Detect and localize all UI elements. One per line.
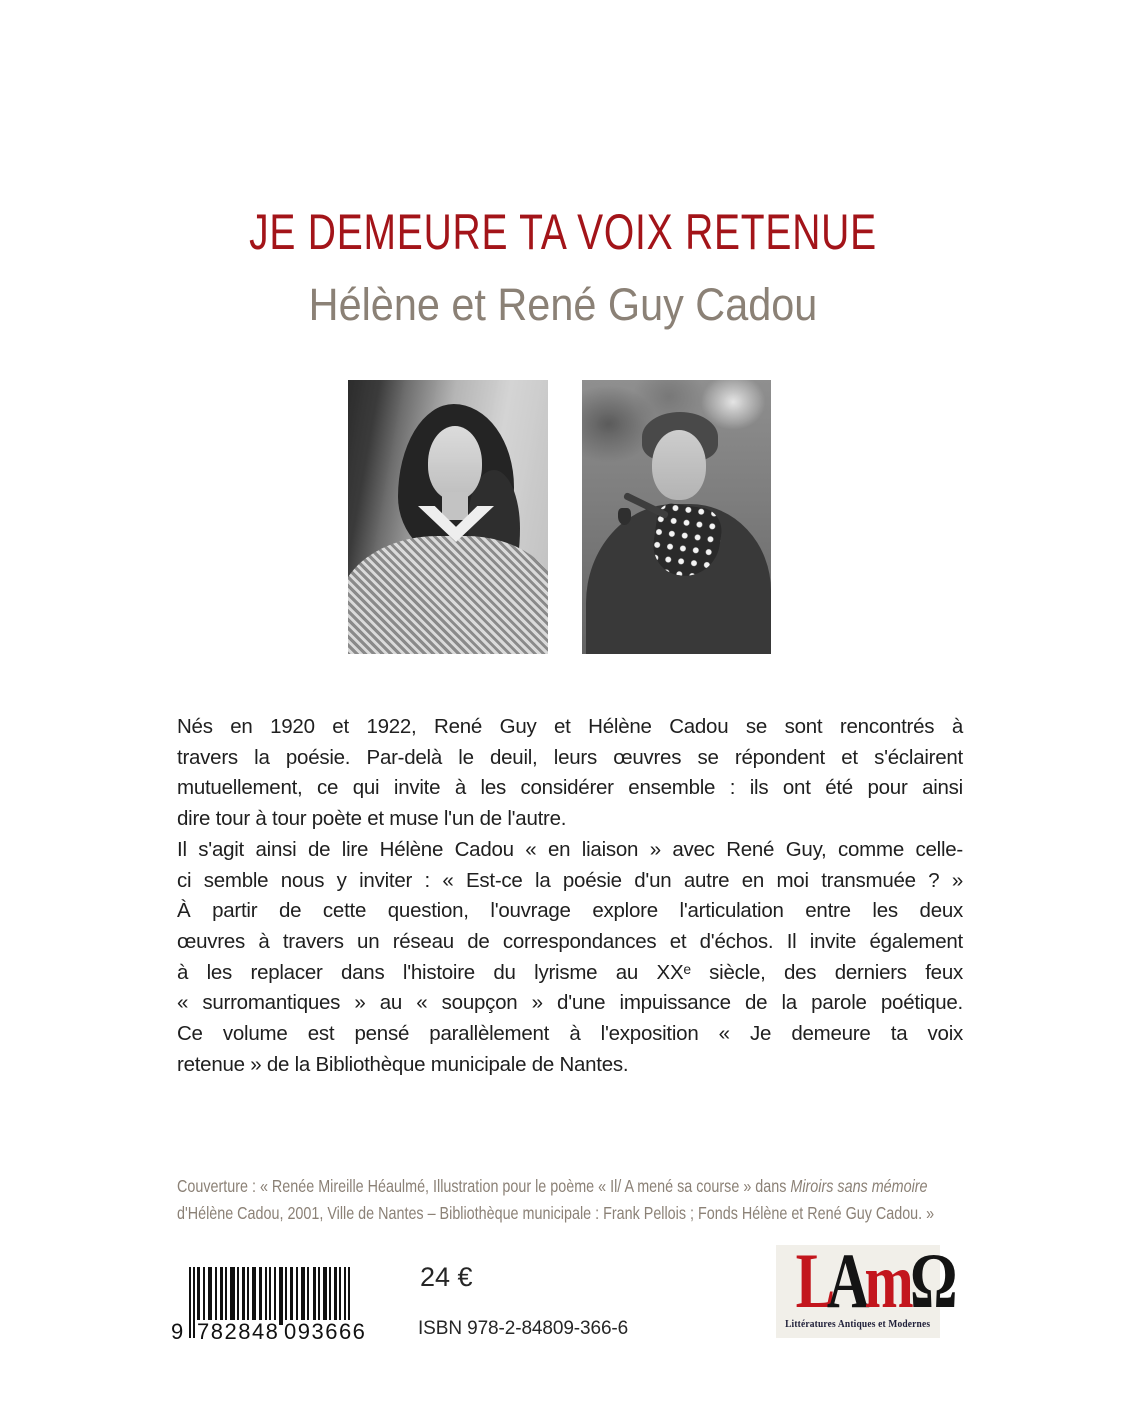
logo-letter-omega: Ω bbox=[909, 1237, 958, 1324]
blurb-line: travers la poésie. Par-delà le deuil, leurs œuvres se répondent et s'éclairent bbox=[177, 745, 963, 769]
barcode-digits-right: 093666 bbox=[284, 1319, 367, 1344]
blurb-line: À partir de cette question, l'ouvrage explore l'articulation entre les deux bbox=[177, 899, 963, 923]
price-label: 24 € bbox=[420, 1262, 473, 1292]
publisher-tagline bbox=[776, 1314, 940, 1332]
pipe-bowl-shape bbox=[618, 508, 631, 525]
blurb-line: Il s'agit ainsi de lire Hélène Cadou « en liaison » avec René Guy, comme celle- bbox=[177, 837, 963, 861]
photo-rene-guy-cadou bbox=[582, 380, 771, 654]
publisher-logo-box bbox=[776, 1237, 958, 1338]
cover-subtitle: Hélène et René Guy Cadou bbox=[308, 279, 818, 330]
credit-line-2: d'Hélène Cadou, 2001, Ville de Nantes – Bibliothèque municipale : Frank Pellois ; Fonds Hélène et René Guy Cadou. » bbox=[177, 1203, 935, 1223]
credit-text: Couverture : « Renée Mireille Héaulmé, Illustration pour le poème « Il/ A mené sa course » dans bbox=[177, 1176, 791, 1196]
publisher-tagline-text: Littératures Antiques et Modernes bbox=[785, 1319, 931, 1330]
blurb-line: œuvres à travers un réseau de correspondances et d'échos. Il invite également bbox=[177, 929, 963, 953]
face-shape bbox=[652, 430, 706, 500]
isbn-label: ISBN 978-2-84809-366-6 bbox=[418, 1318, 629, 1339]
credit-work-title: Miroirs sans mémoire bbox=[790, 1176, 928, 1196]
cover-title: JE DEMEURE TA VOIX RETENUE bbox=[249, 204, 877, 260]
blurb-line: dire tour à tour poète et muse l'un de l'autre. bbox=[177, 807, 567, 831]
logo-letter-a: A bbox=[826, 1237, 870, 1324]
barcode bbox=[165, 1263, 365, 1347]
blurb-line: Ce volume est pensé parallèlement à l'exposition « Je demeure ta voix bbox=[177, 1022, 963, 1046]
barcode-digits-left: 782848 bbox=[197, 1319, 280, 1344]
credit-line-1 bbox=[177, 1173, 969, 1200]
neck-shape bbox=[442, 492, 468, 520]
face-shape bbox=[428, 426, 482, 500]
blouse-shape bbox=[348, 536, 548, 654]
blurb-line: ci semble nous y inviter : « Est-ce la poésie d'un autre en moi transmuée ? » bbox=[177, 868, 963, 892]
publisher-logo bbox=[795, 1237, 958, 1324]
blurb-line: mutuellement, ce qui invite à les considérer ensemble : ils ont été pour ainsi bbox=[177, 776, 963, 800]
cover-credit bbox=[177, 1173, 969, 1227]
logo-letter-l: L bbox=[795, 1237, 836, 1324]
blurb-line: à les replacer dans l'histoire du lyrisme au XXᵉ siècle, des derniers feux bbox=[177, 960, 963, 984]
logo-letter-m: m bbox=[864, 1237, 914, 1324]
blurb-line: Nés en 1920 et 1922, René Guy et Hélène Cadou se sont rencontrés à bbox=[177, 715, 963, 738]
barcode-digit-lead: 9 bbox=[171, 1319, 184, 1344]
blurb-line: « surromantiques » au « soupçon » d'une impuissance de la parole poétique. bbox=[177, 991, 963, 1015]
photo-helene-cadou bbox=[348, 380, 548, 654]
blurb-line: retenue » de la Bibliothèque municipale de Nantes. bbox=[177, 1052, 629, 1076]
back-blurb bbox=[177, 712, 963, 1080]
